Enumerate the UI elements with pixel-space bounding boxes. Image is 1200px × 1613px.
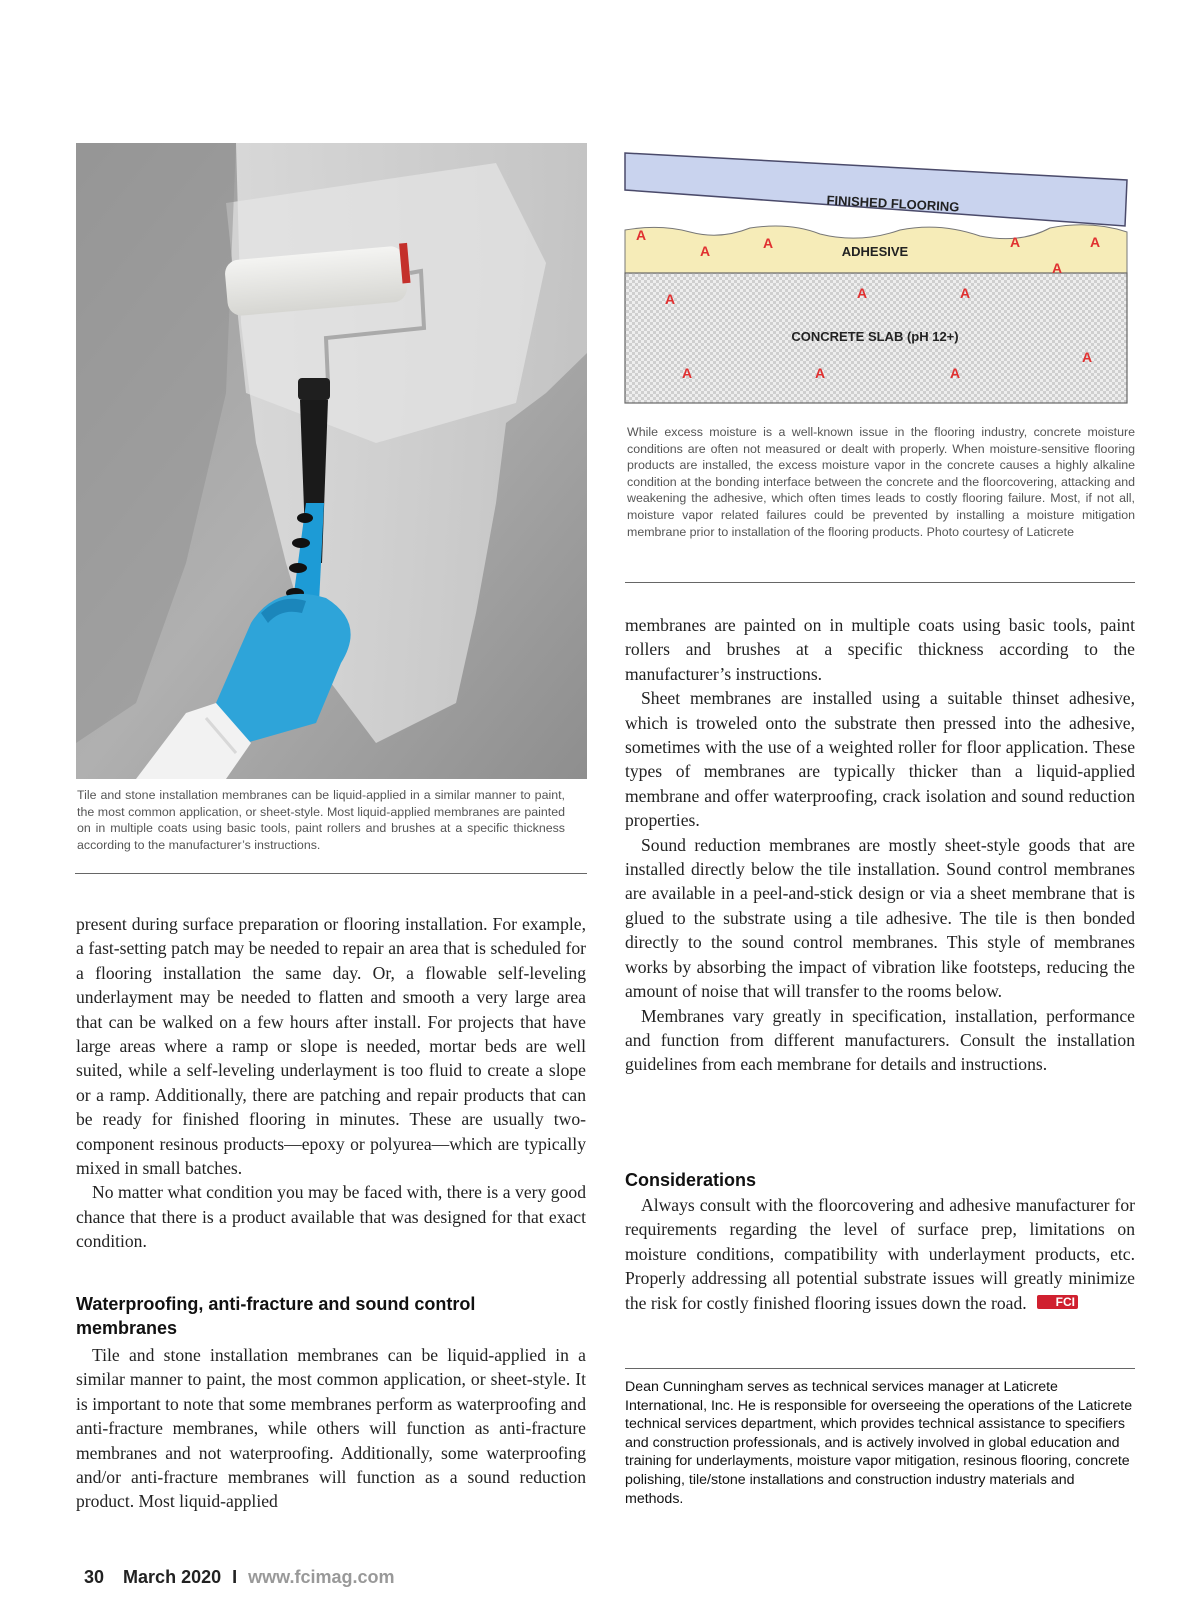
alkaline-marker: A bbox=[1082, 349, 1093, 365]
section-heading-membranes: Waterproofing, anti-fracture and sound control membranes bbox=[76, 1294, 476, 1338]
right-paragraph-2: Sheet membranes are installed using a suitable thinset adhesive, which is troweled onto the substrate then pressed into the adhesive, sometimes with the use of a weighted roller for floor application. These types of membranes are typically thicker than a liquid-applied membrane and offer waterproofing, crack isolation and sound reduction properties. bbox=[625, 688, 1135, 831]
alkaline-marker: A bbox=[1090, 234, 1101, 250]
right-paragraph-4: Membranes vary greatly in specification, installation, performance and function from different manufacturers. Consult the installation guidelines from each membrane for details and instructions. bbox=[625, 1005, 1135, 1075]
left-paragraph-3: Tile and stone installation membranes can be liquid-applied in a similar manner to paint, the most common application, or sheet-style. It is important to note that some membranes perform as waterproofing and anti-fracture membranes, while others will function as anti-fracture membranes and not waterproofing. Additionally, some waterproofing and/or anti-fracture membranes will function as a sound reduction product. Most liquid-applied bbox=[76, 1345, 586, 1512]
alkaline-marker: A bbox=[700, 243, 711, 259]
page-footer bbox=[84, 1567, 395, 1588]
alkaline-marker: A bbox=[815, 365, 826, 381]
photo-caption: Tile and stone installation membranes can be liquid-applied in a similar manner to paint, the most common application, or sheet-style. Most liquid-applied membranes are painted on in multiple coats using basic tools, paint rollers and brushes at a specific thickness according to the manufacturer’s instructions. bbox=[77, 788, 565, 852]
left-paragraph-2: No matter what condition you may be faced with, there is a very good chance that there is a product available that was designed for that exact condition. bbox=[76, 1182, 586, 1252]
alkaline-marker: A bbox=[960, 285, 971, 301]
footer-url[interactable]: www.fcimag.com bbox=[248, 1567, 395, 1587]
left-column-continued bbox=[76, 1343, 586, 1514]
concrete-slab-label: CONCRETE SLAB (pH 12+) bbox=[791, 329, 959, 344]
membrane-application-photo bbox=[76, 143, 587, 779]
left-caption-divider bbox=[75, 873, 587, 874]
moisture-diagram bbox=[620, 148, 1132, 408]
alkaline-marker: A bbox=[1052, 260, 1063, 276]
right-paragraph-3: Sound reduction membranes are mostly sheet-style goods that are installed directly below the tile installation. Sound control membranes are available in a peel-and-stick design or via a sheet membrane that is glued to the substrate using a tile adhesive. The tile is then bonded directly to the sound control membranes. This style of membranes works by absorbing the impact of vibration like footsteps, reducing the amount of noise that will transfer to the rooms below. bbox=[625, 834, 1135, 1002]
bio-divider bbox=[625, 1368, 1135, 1369]
right-paragraph-5-text: Always consult with the floorcovering and adhesive manufacturer for requirements regarding the level of surface prep, limitations on moisture conditions, compatibility with underlayment products, etc. Properly addressing all potential substrate issues will greatly minimize the risk for costly finished flooring issues down the road. bbox=[625, 1195, 1135, 1313]
right-column-continued bbox=[625, 1193, 1135, 1315]
issue-date: March 2020 bbox=[123, 1567, 222, 1587]
left-column bbox=[76, 912, 586, 1254]
author-bio: Dean Cunningham serves as technical services manager at Laticrete International, Inc. He is responsible for overseeing the operations of the Laticrete technical services department, which provides technical assistance to specifiers and construction professionals, and is actively involved in global education and training for underlayments, moisture vapor mitigation, resinous flooring, concrete polishing, tile/stone installations and construction industry materials and methods. bbox=[625, 1379, 1133, 1507]
right-column bbox=[625, 613, 1135, 1077]
alkaline-marker: A bbox=[665, 291, 676, 307]
left-paragraph-1: present during surface preparation or flooring installation. For example, a fast-setting patch may be needed to repair an area that is scheduled for a flooring installation the same day. Or, a flowable self-leveling underlayment may be needed to flatten and smooth a very large area that can be walked on a few hours after install. For projects that have large areas where a ramp or slope is needed, mortar beds are well suited, while a self-leveling underlayment is too fluid to create a slope or a ramp. Additionally, there are patching and repair products that can be ready for finished flooring in minutes. These are usually two-component resinous products—epoxy or polyurea—which are typically mixed in small batches. bbox=[76, 914, 586, 1179]
right-caption-divider bbox=[625, 582, 1135, 583]
page-number: 30 bbox=[84, 1567, 105, 1587]
alkaline-marker: A bbox=[857, 285, 868, 301]
alkaline-marker: A bbox=[636, 227, 647, 243]
alkaline-marker: A bbox=[763, 235, 774, 251]
diagram-caption: While excess moisture is a well-known issue in the flooring industry, concrete moisture conditions are often not measured or dealt with properly. When moisture-sensitive flooring products are installed, the excess moisture vapor in the concrete causes a highly alkaline condition at the bonding interface between the concrete and the floorcovering, attacking and weakening the adhesive, which often times leads to costly flooring failure. Most, if not all, moisture vapor related failures could be prevented by installing a moisture mitigation membrane prior to installation of the flooring products. Photo courtesy of Laticrete bbox=[627, 425, 1135, 539]
alkaline-marker: A bbox=[950, 365, 961, 381]
section-heading-considerations: Considerations bbox=[625, 1170, 757, 1190]
footer-separator: I bbox=[232, 1567, 238, 1587]
alkaline-marker: A bbox=[1010, 234, 1021, 250]
fci-end-logo: FCI bbox=[1037, 1295, 1078, 1309]
right-paragraph-1: membranes are painted on in multiple coats using basic tools, paint rollers and brushes at a specific thickness according to the manufacturer’s instructions. bbox=[625, 615, 1135, 684]
right-paragraph-5 bbox=[625, 1193, 1135, 1315]
alkaline-marker: A bbox=[682, 365, 693, 381]
adhesive-label: ADHESIVE bbox=[841, 244, 909, 259]
finished-flooring-label: FINISHED FLOORING bbox=[826, 192, 960, 215]
